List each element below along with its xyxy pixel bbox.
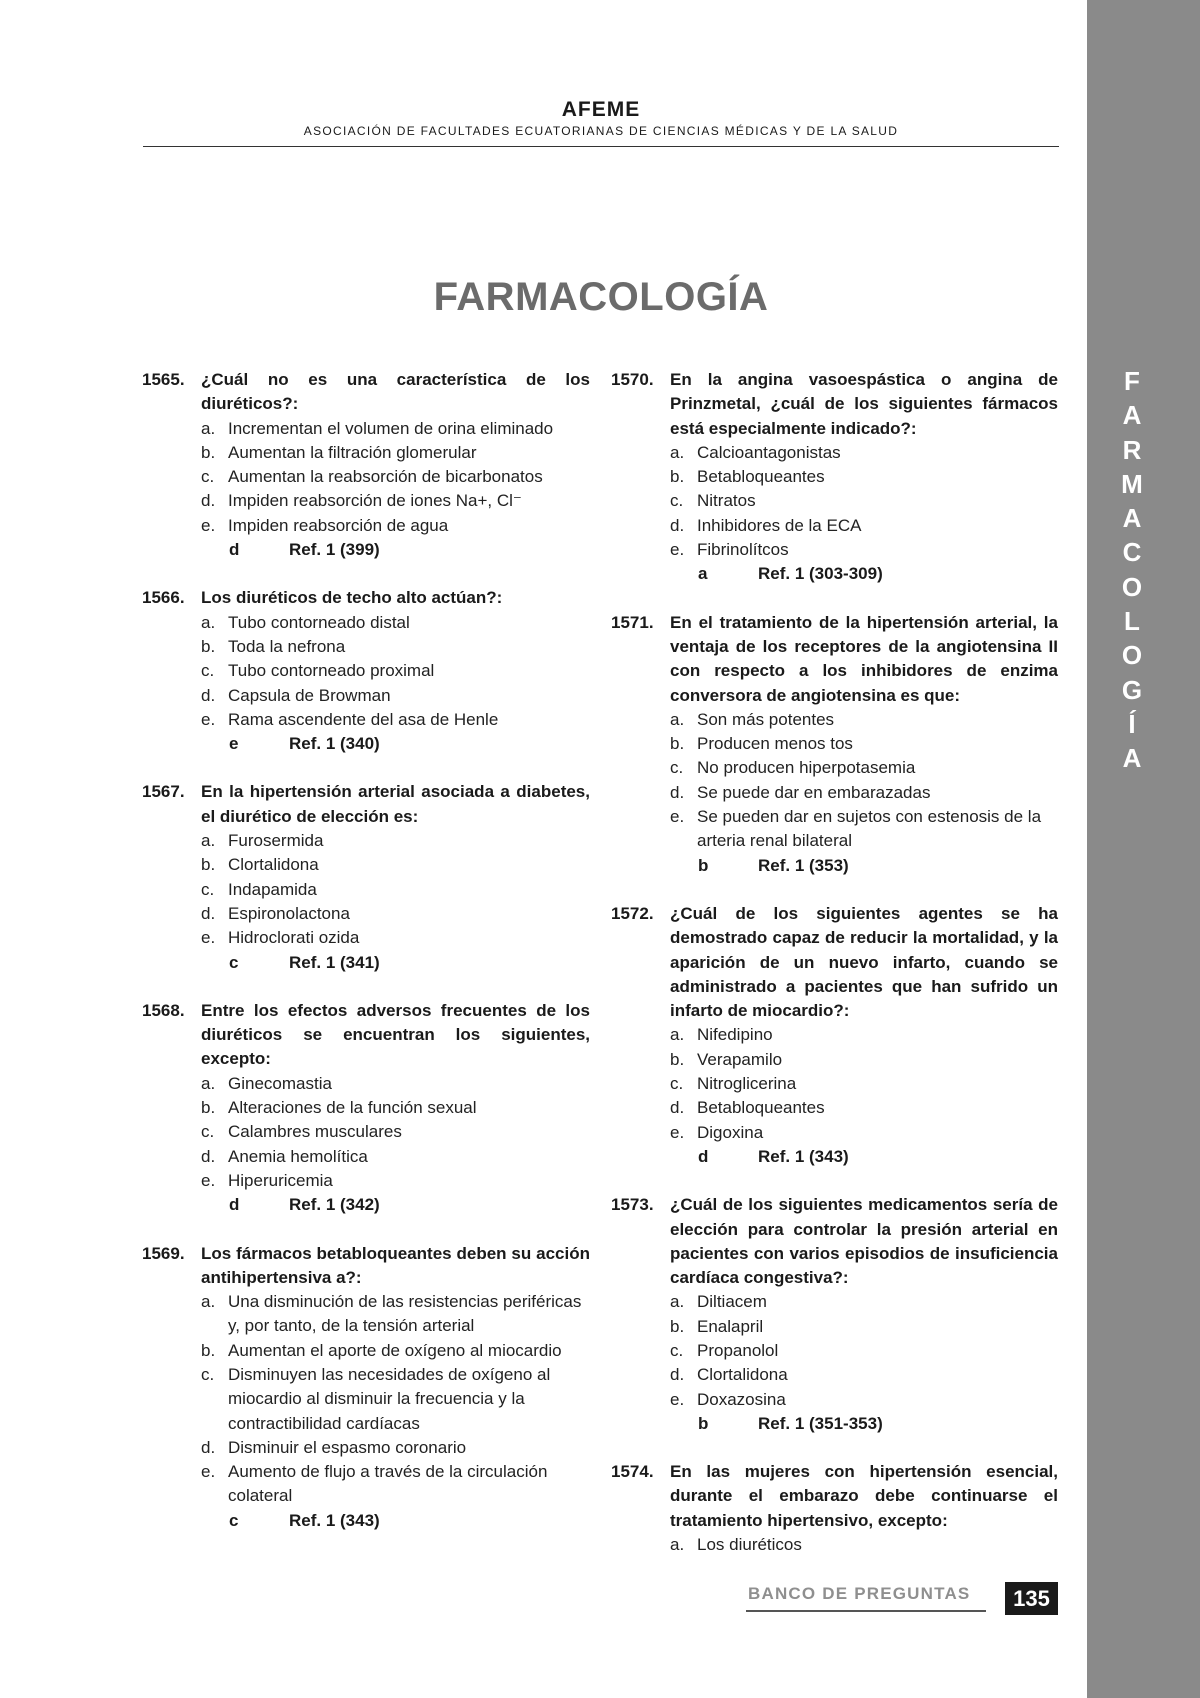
correct-answer: d — [229, 1195, 240, 1215]
option-text: Inhibidores de la ECA — [697, 515, 862, 535]
question-text: ¿Cuál de los siguientes agentes se ha demostrado capaz de reducir la mortalidad, y la aparición de un nuevo infarto, cuando se administrado a pacientes que han sufrido un infarto de miocardio?: — [670, 903, 1058, 1021]
question-text: En la hipertensión arterial asociada a diabetes, el diurético de elección es: — [201, 782, 590, 826]
sidebar-letter: O — [1121, 640, 1143, 671]
option-text: Son más potentes — [697, 709, 835, 729]
option-letter: d. — [201, 491, 216, 511]
questions-left-column — [142, 368, 590, 1557]
option-letter: c. — [670, 491, 684, 511]
question-text: En la angina vasoespástica o angina de Prinzmetal, ¿cuál de los siguientes fármacos está especialmente indicado?: — [670, 370, 1058, 438]
answer-option — [201, 902, 590, 926]
option-letter: a. — [670, 1292, 685, 1312]
option-letter: c. — [201, 661, 215, 681]
option-text: Diltiacem — [697, 1292, 767, 1312]
question-stem — [611, 368, 1058, 441]
option-letter: b. — [670, 734, 685, 754]
question-number: 1569. — [142, 1243, 185, 1263]
correct-answer: c — [229, 1510, 239, 1530]
option-text: Clortalidona — [228, 855, 319, 875]
option-letter: c. — [670, 1074, 684, 1094]
option-letter: e. — [201, 515, 216, 535]
question-text: En las mujeres con hipertensión esencial, durante el embarazo debe continuarse el tratamiento hipertensivo, excepto: — [670, 1462, 1058, 1530]
option-text: Alteraciones de la función sexual — [228, 1098, 477, 1118]
question-number: 1566. — [142, 588, 185, 608]
answer-option — [201, 1169, 590, 1193]
page-header — [143, 97, 1059, 139]
correct-answer: a — [698, 564, 708, 584]
option-text: Digoxina — [697, 1122, 764, 1142]
option-letter: a. — [670, 1025, 685, 1045]
option-text: Hidroclorati ozida — [228, 928, 360, 948]
option-letter: b. — [201, 442, 216, 462]
answer-option — [670, 1315, 1058, 1339]
sidebar-letter: O — [1121, 571, 1143, 602]
question-stem — [611, 902, 1058, 1023]
option-letter: d. — [201, 1437, 216, 1457]
option-text: Propanolol — [697, 1340, 779, 1360]
answer-option — [670, 756, 1058, 780]
option-text: Capsula de Browman — [228, 685, 391, 705]
option-letter: b. — [201, 636, 216, 656]
option-text: Verapamilo — [697, 1049, 783, 1069]
reference: Ref. 1 (351-353) — [758, 1413, 883, 1433]
option-text: Tubo contorneado distal — [228, 612, 410, 632]
answer-option — [670, 538, 1058, 562]
answer-option — [670, 465, 1058, 489]
questions-right-column — [611, 368, 1058, 1581]
answer-option — [670, 1363, 1058, 1387]
option-letter: a. — [670, 1535, 685, 1555]
correct-answer: c — [229, 952, 239, 972]
sidebar-letter: A — [1122, 743, 1142, 774]
option-text: Se puede dar en embarazadas — [697, 782, 931, 802]
sidebar-letter: M — [1121, 468, 1143, 499]
option-letter: e. — [201, 928, 216, 948]
question-number: 1571. — [611, 612, 654, 632]
question-item — [611, 368, 1058, 587]
question-item — [142, 780, 590, 974]
option-letter: d. — [201, 903, 216, 923]
question-item — [142, 999, 590, 1218]
option-text: Aumentan la reabsorción de bicarbonatos — [228, 467, 543, 487]
option-text: Clortalidona — [697, 1365, 788, 1385]
answer-option — [201, 1339, 590, 1363]
answer-option — [201, 635, 590, 659]
answer-option — [201, 1436, 590, 1460]
option-letter: b. — [201, 855, 216, 875]
option-text: Fibrinolítcos — [697, 540, 789, 560]
option-letter: a. — [201, 1292, 216, 1312]
page-title: FARMACOLOGÍA — [433, 275, 769, 319]
question-number: 1565. — [142, 370, 185, 389]
answer-option — [201, 465, 590, 489]
answer-option — [670, 781, 1058, 805]
sidebar-letter: F — [1124, 366, 1140, 396]
option-letter: b. — [201, 1340, 216, 1360]
option-letter: d. — [670, 1365, 685, 1385]
option-text: Betabloqueantes — [697, 467, 825, 487]
question-text: ¿Cuál no es una característica de los diuréticos?: — [201, 370, 590, 414]
option-text: Aumentan el aporte de oxígeno al miocardio — [228, 1340, 562, 1360]
answer-option — [201, 708, 590, 732]
answer-option — [670, 1096, 1058, 1120]
answer-option — [201, 1290, 590, 1339]
option-text: Aumento de flujo a través de la circulación colateral — [228, 1462, 548, 1506]
option-letter: a. — [201, 418, 216, 438]
answer-option — [670, 708, 1058, 732]
option-text: Disminuyen las necesidades de oxígeno al miocardio al disminuir la frecuencia y la contractibilidad cardíacas — [228, 1364, 551, 1433]
answer-option — [670, 441, 1058, 465]
answer-option — [670, 1121, 1058, 1145]
answer-option — [670, 1388, 1058, 1412]
option-letter: e. — [201, 709, 216, 729]
option-text: Disminuir el espasmo coronario — [228, 1437, 467, 1457]
sidebar-letter: L — [1124, 606, 1140, 637]
option-letter: d. — [670, 782, 685, 802]
option-letter: a. — [670, 442, 685, 462]
sidebar-letter: A — [1122, 400, 1142, 431]
option-text: Nitroglicerina — [697, 1074, 797, 1094]
option-letter: e. — [670, 540, 685, 560]
answer-option — [670, 1339, 1058, 1363]
reference: Ref. 1 (399) — [289, 540, 380, 560]
answer-option — [670, 805, 1058, 854]
option-letter: c. — [201, 879, 215, 899]
option-letter: d. — [670, 515, 685, 535]
answer-option — [670, 514, 1058, 538]
sidebar-letter: G — [1121, 674, 1143, 705]
option-letter: c. — [670, 758, 684, 778]
option-text: Hiperuricemia — [228, 1170, 333, 1190]
answer-option — [201, 1460, 590, 1509]
option-letter: a. — [201, 831, 216, 851]
correct-answer: b — [698, 1413, 709, 1433]
question-item — [611, 1193, 1058, 1436]
answer-option — [201, 611, 590, 635]
option-letter: d. — [670, 1098, 685, 1118]
answer-option — [670, 1533, 1058, 1557]
org-acronym: AFEME — [561, 98, 641, 121]
question-item — [142, 368, 590, 562]
answer-key — [698, 1145, 1058, 1169]
sidebar-letter: R — [1122, 434, 1142, 465]
option-letter: b. — [670, 1049, 685, 1069]
question-number: 1570. — [611, 370, 654, 389]
option-text: Enalapril — [697, 1316, 764, 1336]
answer-option — [201, 489, 590, 513]
option-text: Indapamida — [228, 879, 317, 899]
option-text: Nifedipino — [697, 1025, 773, 1045]
reference: Ref. 1 (353) — [758, 855, 849, 875]
question-item — [142, 1242, 590, 1534]
option-letter: b. — [670, 467, 685, 487]
answer-option — [670, 1290, 1058, 1314]
reference: Ref. 1 (343) — [758, 1146, 849, 1166]
question-item — [611, 1460, 1058, 1557]
answer-option — [201, 1363, 590, 1436]
question-text: Los diuréticos de techo alto actúan?: — [201, 588, 503, 608]
reference: Ref. 1 (303-309) — [758, 564, 883, 584]
correct-answer: d — [698, 1146, 709, 1166]
answer-option — [201, 1096, 590, 1120]
option-letter: a. — [670, 709, 685, 729]
option-text: Rama ascendente del asa de Henle — [228, 709, 499, 729]
question-text: Entre los efectos adversos frecuentes de los diuréticos se encuentran los siguientes, excepto: — [201, 1000, 590, 1069]
answer-key — [698, 562, 1058, 586]
question-stem — [142, 999, 590, 1072]
footer-label: BANCO DE PREGUNTAS — [748, 1584, 971, 1603]
answer-option — [201, 926, 590, 950]
answer-key — [229, 951, 590, 975]
option-text: No producen hiperpotasemia — [697, 758, 916, 778]
option-letter: e. — [201, 1462, 216, 1482]
option-text: Nitratos — [697, 491, 756, 511]
option-text: Los diuréticos — [697, 1535, 802, 1555]
option-text: Calcioantagonistas — [697, 442, 841, 462]
answer-option — [201, 1072, 590, 1096]
option-letter: e. — [201, 1170, 216, 1190]
option-text: Betabloqueantes — [697, 1098, 825, 1118]
answer-key — [229, 538, 590, 562]
question-number: 1568. — [142, 1000, 185, 1020]
option-text: Impiden reabsorción de agua — [228, 515, 449, 535]
reference: Ref. 1 (343) — [289, 1510, 380, 1530]
option-text: Espironolactona — [228, 903, 350, 923]
org-full-name: ASOCIACIÓN DE FACULTADES ECUATORIANAS DE CIENCIAS MÉDICAS Y DE LA SALUD — [303, 124, 899, 138]
answer-option — [201, 1145, 590, 1169]
reference: Ref. 1 (340) — [289, 734, 380, 754]
option-text: Ginecomastia — [228, 1073, 332, 1093]
option-letter: e. — [670, 807, 685, 827]
sidebar-letter: Í — [1128, 708, 1136, 739]
answer-key — [698, 854, 1058, 878]
answer-key — [229, 732, 590, 756]
answer-option — [201, 441, 590, 465]
correct-answer: d — [229, 540, 240, 560]
option-letter: a. — [201, 1073, 216, 1093]
answer-option — [670, 489, 1058, 513]
answer-option — [201, 878, 590, 902]
question-number: 1574. — [611, 1462, 654, 1482]
option-letter: e. — [670, 1122, 685, 1142]
option-letter: c. — [670, 1340, 684, 1360]
question-number: 1572. — [611, 903, 654, 923]
answer-option — [201, 853, 590, 877]
answer-option — [670, 1072, 1058, 1096]
option-text: Aumentan la filtración glomerular — [228, 442, 477, 462]
option-text: Una disminución de las resistencias periféricas y, por tanto, de la tensión arterial — [228, 1292, 582, 1336]
answer-key — [698, 1412, 1058, 1436]
option-text: Doxazosina — [697, 1389, 786, 1409]
question-item — [611, 611, 1058, 878]
answer-option — [201, 1120, 590, 1144]
sidebar-band — [1087, 0, 1200, 1698]
footer-divider — [746, 1610, 986, 1612]
option-letter: c. — [201, 1122, 215, 1142]
option-letter: d. — [201, 1146, 216, 1166]
correct-answer: e — [229, 734, 239, 754]
header-divider — [143, 146, 1059, 147]
answer-key — [229, 1509, 590, 1533]
reference: Ref. 1 (342) — [289, 1195, 380, 1215]
option-text: Anemia hemolítica — [228, 1146, 368, 1166]
answer-key — [229, 1193, 590, 1217]
question-stem — [142, 780, 590, 829]
option-letter: d. — [201, 685, 216, 705]
reference: Ref. 1 (341) — [289, 952, 380, 972]
option-text: Tubo contorneado proximal — [228, 661, 435, 681]
option-text: Incrementan el volumen de orina eliminado — [228, 418, 554, 438]
option-text: Furosermida — [228, 831, 324, 851]
option-text: Toda la nefrona — [228, 636, 346, 656]
option-letter: e. — [670, 1389, 685, 1409]
option-text: Se pueden dar en sujetos con estenosis de la arteria renal bilateral — [697, 807, 1042, 851]
question-item — [142, 586, 590, 756]
question-stem — [142, 368, 590, 417]
answer-option — [201, 829, 590, 853]
question-item — [611, 902, 1058, 1169]
option-letter: b. — [670, 1316, 685, 1336]
correct-answer: b — [698, 855, 709, 875]
answer-option — [201, 417, 590, 441]
question-text: ¿Cuál de los siguientes medicamentos sería de elección para controlar la presión arterial en pacientes con varios episodios de insuficiencia cardíaca congestiva?: — [670, 1195, 1058, 1288]
option-letter: a. — [201, 612, 216, 632]
option-text: Impiden reabsorción de iones Na+, Cl⁻ — [228, 491, 522, 511]
sidebar-letter: A — [1122, 503, 1142, 534]
question-text: En el tratamiento de la hipertensión arterial, la ventaja de los receptores de la angiotensina II con respecto a los inhibidores de enzima conversora de angiotensina es que: — [670, 612, 1058, 705]
question-number: 1573. — [611, 1195, 654, 1215]
answer-option — [201, 514, 590, 538]
question-stem — [142, 1242, 590, 1291]
option-letter: b. — [201, 1098, 216, 1118]
option-text: Calambres musculares — [228, 1122, 402, 1142]
sidebar-letter: C — [1122, 537, 1142, 568]
option-letter: c. — [201, 467, 215, 487]
answer-option — [670, 732, 1058, 756]
option-text: Producen menos tos — [697, 734, 853, 754]
answer-option — [201, 659, 590, 683]
answer-option — [201, 684, 590, 708]
question-stem — [611, 611, 1058, 708]
answer-option — [670, 1023, 1058, 1047]
option-letter: c. — [201, 1364, 215, 1384]
sidebar-vertical-title — [1087, 364, 1177, 776]
question-text: Los fármacos betabloqueantes deben su acción antihipertensiva a?: — [201, 1243, 590, 1287]
question-stem — [142, 586, 590, 610]
question-stem — [611, 1460, 1058, 1533]
answer-option — [670, 1048, 1058, 1072]
page-number: 135 — [1005, 1582, 1058, 1615]
question-number: 1567. — [142, 782, 185, 802]
question-stem — [611, 1193, 1058, 1290]
